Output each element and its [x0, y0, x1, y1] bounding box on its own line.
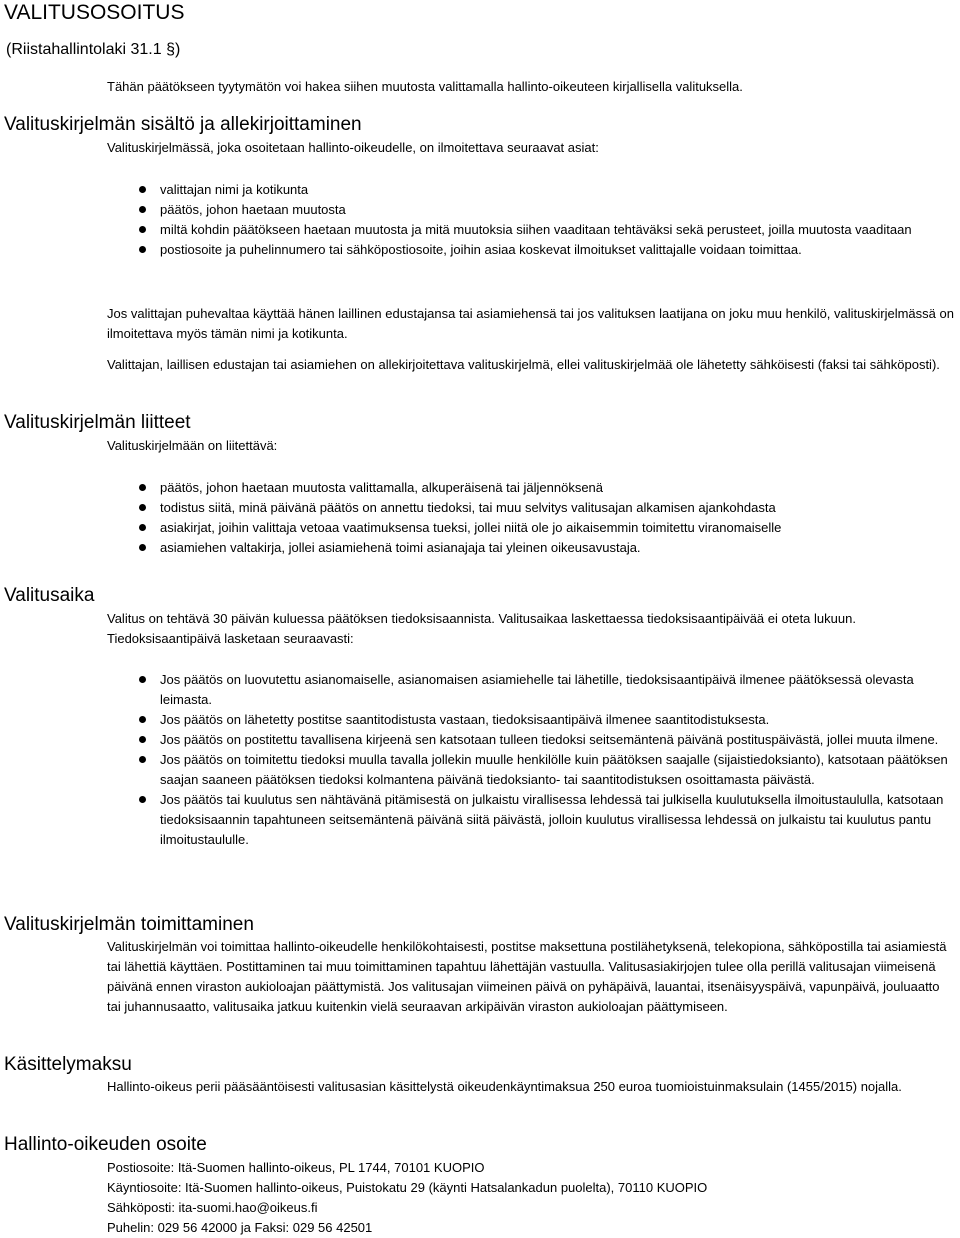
- list-item: asiakirjat, joihin valittaja vetoaa vaatimuksensa tueksi, jollei niitä ole jo aikaisemmin toimitettu viranomaiselle: [160, 518, 955, 538]
- heading-delivery: Valituskirjelmän toimittaminen: [4, 914, 254, 935]
- intro-text: Tähän päätökseen tyytymätön voi hakea siihen muutosta valittamalla hallinto-oikeuteen kirjallisella valituksella.: [107, 79, 743, 94]
- postal-address: Postiosoite: Itä-Suomen hallinto-oikeus, PL 1744, 70101 KUOPIO: [107, 1160, 485, 1175]
- list-item: asiamiehen valtakirja, jollei asiamiehenä toimi asianajaja tai yleinen oikeusavustaja.: [160, 538, 955, 558]
- email-address: Sähköposti: ita-suomi.hao@oikeus.fi: [107, 1200, 318, 1215]
- list-item: Jos päätös tai kuulutus sen nähtävänä pitämisestä on julkaistu virallisessa lehdessä tai julkisella kuulutuksella ilmoitustaululla, katsotaan tiedoksisaannin tapahtuneen seitsemäntenä päivänä siitä päivästä, jolloin kuulutus virallisessa lehdessä on julkaistu tai kuulutus pantu ilmoitustaululle.: [160, 790, 955, 850]
- delivery-text: Valituskirjelmän voi toimittaa hallinto-oikeudelle henkilökohtaisesti, postitse maksettuna postilähetyksenä, telekopiona, sähköpostilla tai asiamiestä tai lähettiä käyttäen. Postittaminen tai muu toimittaminen tapahtuu lähettäjän vastuulla. Valitusasiakirjojen tulee olla perillä valitusajan viimeisenä päivänä ennen viraston aukioloajan päättymistä. Jos valitusajan viimeinen päivä on pyhäpäivä, lauantai, itsenäisyyspäivä, vapunpäivä, jouluaatto tai juhannusaatto, valitusaika jatkuu kuitenkin vielä seuraavan arkipäivän viraston aukioloajan päättymiseen.: [107, 939, 947, 1014]
- heading-address: Hallinto-oikeuden osoite: [4, 1134, 207, 1155]
- heading-period: Valitusaika: [4, 585, 95, 606]
- list-item: postiosoite ja puhelinnumero tai sähköpostiosoite, joihin asiaa koskevat ilmoitukset valittajalle voidaan toimittaa.: [160, 240, 955, 260]
- list-item: valittajan nimi ja kotikunta: [160, 180, 955, 200]
- attachments-lead: Valituskirjelmään on liitettävä:: [107, 438, 278, 453]
- period-lead: Valitus on tehtävä 30 päivän kuluessa päätöksen tiedoksisaannista. Valitusaikaa laskettaessa tiedoksisaantipäivää ei oteta lukuun. Tiedoksisaantipäivä lasketaan seuraavasti:: [107, 611, 856, 646]
- list-item: miltä kohdin päätökseen haetaan muutosta ja mitä muutoksia siihen vaaditaan tehtäväksi sekä perusteet, joilla muutosta vaaditaan: [160, 220, 955, 240]
- content-paragraph-2: Valittajan, laillisen edustajan tai asiamiehen on allekirjoitettava valituskirjelmä, ellei valituskirjelmää ole lähetetty sähköisesti (faksi tai sähköposti).: [107, 357, 940, 372]
- heading-content: Valituskirjelmän sisältö ja allekirjoittaminen: [4, 114, 362, 135]
- attachments-list: [160, 478, 955, 558]
- list-item: päätös, johon haetaan muutosta valittamalla, alkuperäisenä tai jäljennöksenä: [160, 478, 955, 498]
- list-item: Jos päätös on lähetetty postitse saantitodistusta vastaan, tiedoksisaantipäivä ilmenee saantitodistuksesta.: [160, 710, 955, 730]
- address-block: [107, 1158, 955, 1238]
- list-item: Jos päätös on toimitettu tiedoksi muulla tavalla jollekin muulle henkilölle kuin päätöksen saajalle (sijaistiedoksianto), katsotaan päätöksen saajan saaneen päätöksen tiedoksi kolmantena päivänä tiedoksianto- tai saantitodistuksen osoittamasta päivästä.: [160, 750, 955, 790]
- document-title: VALITUSOSOITUS: [4, 1, 185, 24]
- fee-text: Hallinto-oikeus perii pääsääntöisesti valitusasian käsittelystä oikeudenkäyntimaksua 250 euroa tuomioistuinmaksulain (1455/2015) nojalla.: [107, 1079, 902, 1094]
- heading-fee: Käsittelymaksu: [4, 1054, 132, 1075]
- period-list: [160, 670, 955, 850]
- document-subtitle: (Riistahallintolaki 31.1 §): [6, 41, 181, 58]
- visiting-address: Käyntiosoite: Itä-Suomen hallinto-oikeus, Puistokatu 29 (käynti Hatsalankadun puolelta), 70110 KUOPIO: [107, 1180, 708, 1195]
- list-item: todistus siitä, minä päivänä päätös on annettu tiedoksi, tai muu selvitys valitusajan alkamisen ajankohdasta: [160, 498, 955, 518]
- list-item: Jos päätös on luovutettu asianomaiselle, asianomaisen asiamiehelle tai lähetille, tiedoksisaantipäivä ilmenee päätöksessä olevasta leimasta.: [160, 670, 955, 710]
- phone-fax: Puhelin: 029 56 42000 ja Faksi: 029 56 42501: [107, 1220, 373, 1235]
- content-paragraph-1: Jos valittajan puhevaltaa käyttää hänen laillinen edustajansa tai asiamiehensä tai jos valituksen laatijana on joku muu henkilö, valituskirjelmässä on ilmoitettava myös tämän nimi ja kotikunta.: [107, 306, 954, 341]
- content-list: [160, 180, 955, 260]
- list-item: Jos päätös on postitettu tavallisena kirjeenä sen katsotaan tulleen tiedoksi seitsemäntenä päivänä postituspäivästä, jollei muuta ilmene.: [160, 730, 955, 750]
- list-item: päätös, johon haetaan muutosta: [160, 200, 955, 220]
- content-lead: Valituskirjelmässä, joka osoitetaan hallinto-oikeudelle, on ilmoitettava seuraavat asiat:: [107, 140, 599, 155]
- heading-attachments: Valituskirjelmän liitteet: [4, 412, 191, 433]
